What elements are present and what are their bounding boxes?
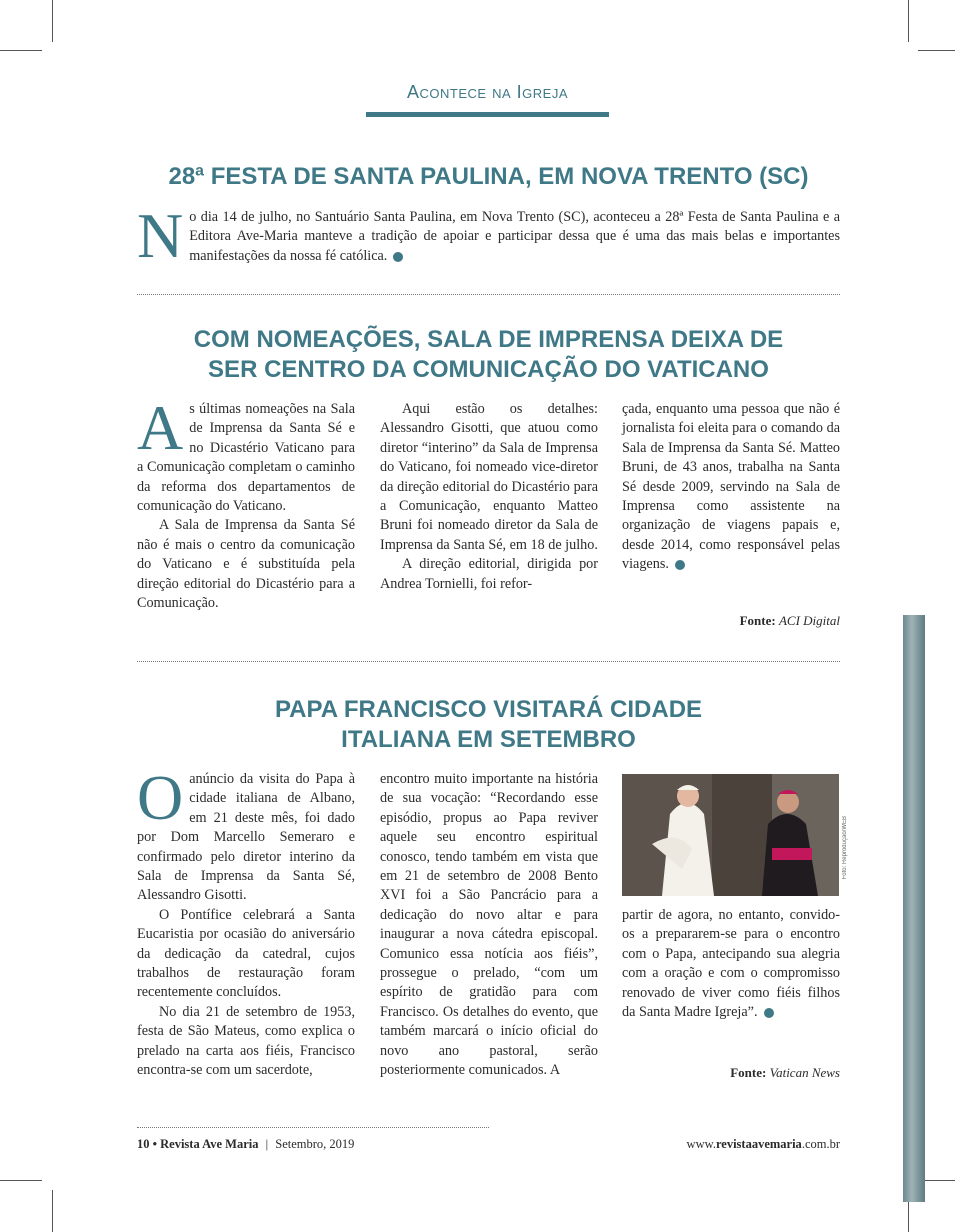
crop-mark <box>0 50 42 51</box>
issue-date: Setembro, 2019 <box>275 1137 355 1151</box>
end-bullet-icon <box>393 252 403 262</box>
decorative-side-bar <box>903 615 925 1202</box>
paragraph: O Pontífice celebrará a Santa Eucaristia por ocasião do aniversário da dedicação da catedral, cujos trabalhos de restauração foram recentemente concluídos. <box>137 906 355 1001</box>
section-underline <box>366 112 609 117</box>
paragraph: partir de agora, no entanto, convido-os a prepararem-se para o encontro com o Papa, antecipando sua alegria com a oração e com o compromisso renovado de viver como fiéis filhos da Santa Madre Igreja”. <box>622 907 840 1021</box>
article-1-body <box>137 200 840 271</box>
source-name: Vatican News <box>769 1065 840 1080</box>
paragraph: A Sala de Imprensa da Santa Sé não é mais o centro da comunicação do Vaticano e é substituída pela direção editorial do Dicastério para a Comunicação. <box>137 517 355 612</box>
article-2-title <box>137 325 840 385</box>
source-label: Fonte: <box>730 1065 767 1080</box>
website-link[interactable] <box>687 1137 840 1152</box>
dropcap: A <box>137 392 184 463</box>
end-bullet-icon <box>675 560 685 570</box>
article-3-source <box>622 1065 840 1081</box>
end-bullet-icon <box>764 1008 774 1018</box>
page-number: 10 <box>137 1137 150 1151</box>
article-3-title-line-1: PAPA FRANCISCO VISITARÁ CIDADE <box>274 696 703 723</box>
dropcap: O <box>137 762 184 833</box>
dropcap: N <box>137 200 184 271</box>
article-2-title-line-2: SER CENTRO DA COMUNICAÇÃO DO VATICANO <box>208 356 769 383</box>
paragraph: encontro muito importante na história de sua vocação: “Recordando esse episódio, propus ao Papa reviver aquele seu encontro espiritual conosco, tendo também em vista que em 21 de setembro de 2008 Bento XVI foi a São Pancrácio para a dedicação do novo altar e para inaugurar a nova cátedra episcopal. Comunico essa notícia aos fiéis”, prossegue o prelado, “com um espírito de gratidão para com Francisco. Os detalhes do evento, que também marcará o início oficial do novo ano pastoral, serão posteriormente comunicados. A <box>380 771 598 1079</box>
article-3-column-2 <box>380 770 598 1081</box>
site-suffix: .com.br <box>801 1137 840 1151</box>
article-3-column-1 <box>137 762 355 1081</box>
article-1-title: 28ª FESTA DE SANTA PAULINA, EM NOVA TRENTO (SC) <box>168 163 809 190</box>
crop-mark <box>52 1190 53 1232</box>
article-2-title-line-1: COM NOMEAÇÕES, SALA DE IMPRENSA DEIXA DE <box>193 326 784 353</box>
photo-credit: Foto: Reprodução/WEB <box>842 816 848 880</box>
article-2-column-2 <box>380 400 598 594</box>
source-name: ACI Digital <box>778 613 840 628</box>
footer-left <box>137 1137 354 1152</box>
article-3-title <box>137 695 840 755</box>
paragraph: anúncio da visita do Papa à cidade italiana de Albano, em 21 deste mês, foi dado por Dom Marcello Semeraro e confirmado pelo diretor interino da Sala de Imprensa da Santa Sé, Alessandro Gisotti. <box>137 771 355 904</box>
magazine-name: • Revista Ave Maria <box>152 1137 259 1151</box>
crop-mark <box>918 50 955 51</box>
footer-separator: | <box>265 1137 269 1151</box>
site-name: revistaavemaria <box>715 1137 802 1151</box>
crop-mark <box>908 0 909 42</box>
section-label: Acontece na Igreja <box>407 82 568 102</box>
site-prefix: www. <box>686 1137 716 1151</box>
footer-divider <box>137 1127 489 1128</box>
article-1-text: o dia 14 de julho, no Santuário Santa Paulina, em Nova Trento (SC), aconteceu a 28ª Festa de Santa Paulina e a Editora Ave-Maria manteve a tradição de apoiar e participar dessa que é uma das mais belas e importantes manifestações da nossa fé católica. <box>189 209 840 264</box>
pope-photo <box>622 774 839 896</box>
photo-illustration <box>622 774 839 896</box>
article-2-column-3 <box>622 400 840 575</box>
article-2-source <box>622 613 840 629</box>
paragraph: A direção editorial, dirigida por Andrea Tornielli, foi refor- <box>380 556 598 592</box>
divider <box>137 661 840 662</box>
paragraph: No dia 21 de setembro de 1953, festa de São Mateus, como explica o prelado na carta aos fiéis, Francisco encontra-se com um sacerdote, <box>137 1003 355 1079</box>
divider <box>137 294 840 295</box>
paragraph: Aqui estão os detalhes: Alessandro Gisotti, que atuou como diretor “interino” da Sala de Imprensa do Vaticano, foi nomeado vice-diretor da direção editorial do Dicastério para a Comunicação, enquanto Matteo Bruni foi nomeado diretor da Sala de Imprensa da Santa Sé, em 18 de julho. <box>380 401 598 553</box>
source-label: Fonte: <box>739 613 776 628</box>
article-3-column-3 <box>622 906 840 1022</box>
paragraph: çada, enquanto uma pessoa que não é jornalista foi eleita para o comando da Sala de Imprensa da Santa Sé. Matteo Bruni, de 43 anos, trabalha na Santa Sé desde 2009, servindo na Sala de Imprensa como assistente na organização de viagens papais e, desde 2014, como responsável pelas viagens. <box>622 401 840 573</box>
crop-mark <box>52 0 53 42</box>
article-2-column-1 <box>137 392 355 613</box>
article-3-title-line-2: ITALIANA EM SETEMBRO <box>341 726 636 753</box>
crop-mark <box>0 1180 42 1181</box>
paragraph: s últimas nomeações na Sala de Imprensa da Santa Sé e no Dicastério Vaticano para a Comunicação completam o caminho da reforma dos departamentos de comunicação do Vaticano. <box>137 401 355 515</box>
